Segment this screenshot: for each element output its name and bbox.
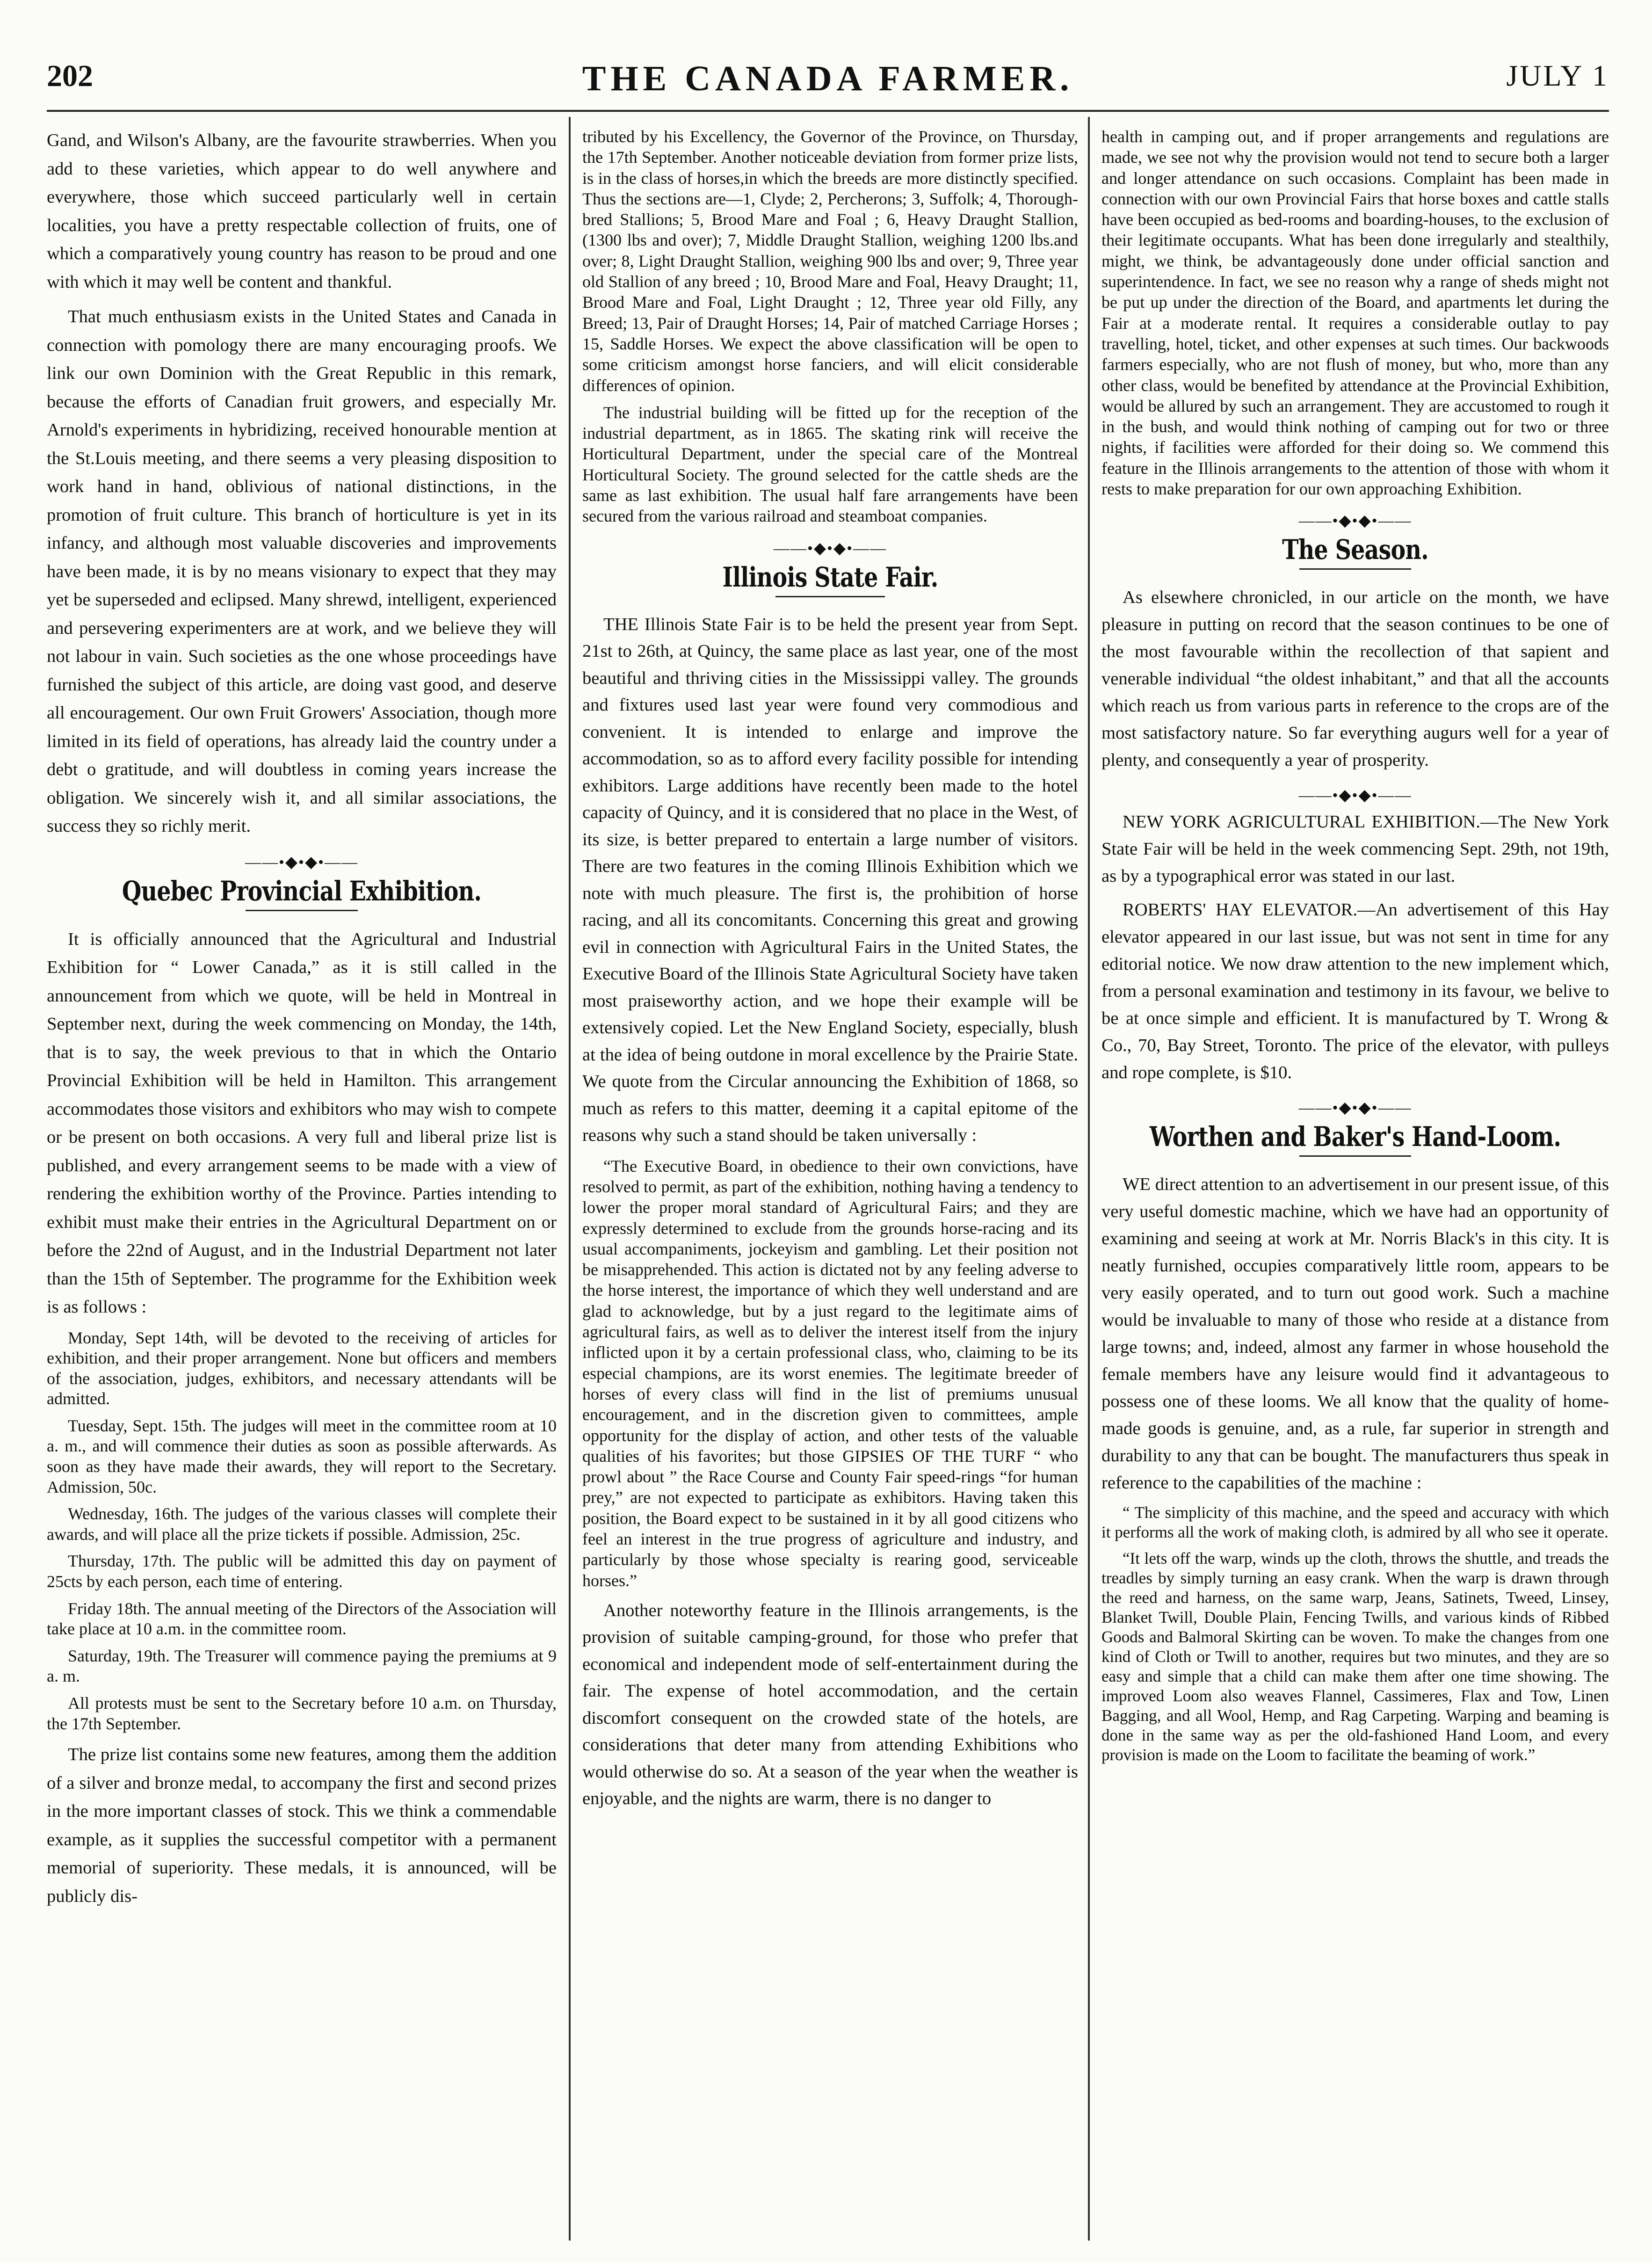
programme-item: Monday, Sept 14th, will be devoted to the receiving of articles for exhibition, and their proper arrangement. None but officers and members of the association, judges, exhibitors, and necessary attendants will be admitted. [47,1328,557,1408]
section-ornament: ——•◆•◆•—— [773,539,887,557]
programme-item: Wednesday, 16th. The judges of the various classes will complete their awards, and will place all the prize tickets if possible. Admission, 25c. [47,1504,557,1544]
news-item-new-york-exhibition: NEW YORK AGRICULTURAL EXHIBITION.—The New York State Fair will be held in the week commencing Sept. 29th, not 19th, as by a typographical error was stated in our last. [1101,812,1609,886]
programme-item: Friday 18th. The annual meeting of the Directors of the Association will take place at 10 a.m. in the committee room. [47,1599,557,1639]
article-paragraph: Another noteworthy feature in the Illinois arrangements, is the provision of suitable camping-ground, for those who prefer that economical and independent mode of self-entertainment during the fair. The expense of hotel accommodation, and the certain discomfort consequent on the crowded state of the hotels, are considerations that deter many from attending Exhibitions who would otherwise do so. At a season of the year when the weather is enjoyable, and the nights are warm, there is no danger to [582,1600,1078,1809]
section-ornament: ——•◆•◆•—— [1298,512,1412,530]
programme-item: Tuesday, Sept. 15th. The judges will meet in the committee room at 10 a. m., and will commence their duties as soon as possible afterwards. As soon as they have made their awards, they will report to the Secretary. Admission, 50c. [47,1416,557,1496]
article-paragraph: health in camping out, and if proper arrangements and regulations are made, we see not why the provision would not tend to secure both a larger and longer attendance on such occasions. Complaint has been made in connection with our own Provincial Fairs that horse boxes and cattle stalls have been occupied as bed-rooms and boarding-houses, to the exclusion of their legitimate occupants. What has been done irregularly and stealthily, might, we think, be advantageously done under official sanction and superintendence. In fact, we see no reason why a range of sheds might not be put up under the direction of the Board, and apartments let during the Fair at a moderate rental. It requires a considerable outlay to pay travelling, hotel, ticket, and other expenses at such times. Our backwoods farmers especially, who are not flush of money, but who, more than any other class, would be benefited by attendance at the Provincial Exhibition, would be allured by such an arrangement. They are accustomed to rough it in the bush, and would think nothing of camping out for two or three nights, if facilities were afforded for their doing so. We commend this feature in the Illinois arrangements to the attention of those with whom it rests to make preparation for our own approaching Exhibition. [1101,127,1609,499]
article-paragraph: tributed by his Excellency, the Governor of the Province, on Thursday, the 17th September. Another noticeable deviation from former prize lists, is in the class of horses,in which the breeds are more distinctly specified. Thus the sections are—1, Clyde; 2, Percherons; 3, Suffolk; 4, Thorough-bred Stallions; 5, Brood Mare and Foal ; 6, Heavy Draught Stallion, (1300 lbs and over); 7, Middle Draught Stallion, weighing 1200 lbs.and over; 8, Light Draught Stallion, weighing 900 lbs and over; 9, Three year old Stallion of any breed ; 10, Brood Mare and Foal, Heavy Draught; 11, Brood Mare and Foal, Light Draught ; 12, Three year old Filly, any Breed; 13, Pair of Draught Horses; 14, Pair of matched Carriage Horses ; 15, Saddle Horses. We expect the above classification will be open to some criticism amongst horse fanciers, and will elicit considerable differences of opinion. [582,127,1078,395]
page-number: 202 [47,59,93,93]
column-2 [582,126,1078,2241]
quoted-paragraph: “ The simplicity of this machine, and the speed and accuracy with which it performs all the work of making cloth, is admired by all who see it operate. [1101,1503,1609,1542]
heading-rule [775,596,884,597]
column-1 [47,126,557,2241]
section-heading-quebec-exhibition: Quebec Provincial Exhibition. [122,875,482,907]
column-rule-1 [569,117,571,2241]
programme-item: Saturday, 19th. The Treasurer will commence paying the premiums at 9 a. m. [47,1646,557,1686]
heading-rule [1299,1155,1411,1157]
news-item-hay-elevator: ROBERTS' HAY ELEVATOR.—An advertisement of this Hay elevator appeared in our last issue, but was not sent in time for any editorial notice. We now draw attention to the new implement which, from a personal examination and testimony in its favour, we belive to be at once simple and efficient. It is manufactured by T. Wrong & Co., 70, Bay Street, Toronto. The price of the elevator, with pulleys and rope complete, is $10. [1101,900,1609,1083]
section-heading-hand-loom: Worthen and Baker's Hand-Loom. [1149,1121,1561,1153]
heading-rule [1299,568,1411,570]
column-3 [1101,126,1609,2241]
programme-item: All protests must be sent to the Secretary before 10 a.m. on Thursday, the 17th September. [47,1694,557,1733]
section-ornament: ——•◆•◆•—— [245,853,358,871]
quoted-circular: “The Executive Board, in obedience to their own convictions, have resolved to permit, as part of the exhibition, nothing having a tendency to lower the proper moral standard of Agricultural Fairs; and they are expressly determined to exclude from the grounds horse-racing and its usual accompaniments, jockeyism and gambling. Let their position not be misapprehended. This action is dictated not by any feeling adverse to the horse interest, the importance of which they well understand and are glad to acknowledge, but by a just regard to the legitimate aims of agricultural fairs, as well as to deliver the interest itself from the injury inflicted upon it by a certain professional class, who, claiming to be its especial champions, are its worst enemies. The legitimate breeder of horses of every class will find in the list of premiums unusual encouragement, and in the discretion given to committees, ample opportunity for the display of action, and other tests of the valuable qualities of his favorites; but those GIPSIES OF THE TURF “ who prowl about ” the Race Course and County Fair speed-rings “for human prey,” are not expected to participate as exhibitors. Having taken this position, the Board expect to be sustained in it by all good citizens who feel an interest in the true progress of agriculture and industry, and particularly by those whose specialty is rearing good, serviceable horses.” [582,1156,1078,1590]
heading-rule [246,910,358,911]
article-paragraph: That much enthusiasm exists in the United States and Canada in connection with pomology there are many encouraging proofs. We link our own Dominion with the Great Republic in this remark, because the efforts of Canadian fruit growers, and especially Mr. Arnold's experiments in hybridizing, received honourable mention at the St.Louis meeting, and there seems a very pleasing disposition to work hand in hand, oblivious of national distinctions, in the promotion of fruit culture. This branch of horticulture is yet in its infancy, and although most valuable discoveries and improvements have been made, it is by no means visionary to expect that they may yet be superseded and eclipsed. Many shrewd, intelligent, experienced and persevering experimenters are at work, and we believe they will not labour in vain. Such societies as the one whose proceedings have furnished the subject of this article, are doing vast good, and deserve all encouragement. Our own Fruit Growers' Association, though more limited in its field of operations, has already laid the country under a debt o gratitude, and will doubtless in coming years increase the obligation. We sincerely wish it, and all similar associations, the success they so richly merit. [47,307,557,836]
section-heading-the-season: The Season. [1282,534,1428,566]
article-paragraph: The industrial building will be fitted up for the reception of the industrial department, as in 1865. The skating rink will receive the Horticultural Department, under the special care of the Montreal Horticultural Society. The ground selected for the cattle sheds are the same as last exhibition. The usual half fare arrangements have been secured from the various railroad and steamboat companies. [582,403,1078,526]
column-rule-2 [1088,117,1090,2241]
article-paragraph: THE Illinois State Fair is to be held the present year from Sept. 21st to 26th, at Quincy, the same place as last year, one of the most beautiful and thriving cities in the Mississippi valley. The grounds and fixtures used last year were found very commodious and convenient. It is intended to enlarge and improve the accommodation, so as to afford every facility possible for intending exhibitors. Large additions have recently been made to the hotel capacity of Quincy, and it is considered that no place in the West, of its size, is better prepared to entertain a large number of visitors. There are two features in the coming Illinois Exhibition which we note with much pleasure. The first is, the prohibition of horse racing, and all its concomitants. Concerning this great and growing evil in connection with Agricultural Fairs in the United States, the Executive Board of the Illinois State Agricultural Society have taken most praiseworthy action, and we hope their example will be extensively copied. Let the New England Society, especially, blush at the idea of being outdone in moral excellence by the Prairie State. We quote from the Circular announcing the Exhibition of 1868, so much as refers to this matter, deeming it a capital epitome of the reasons why such a stand should be taken universally : [582,614,1078,1146]
masthead-title: THE CANADA FARMER. [582,59,1074,98]
article-paragraph: It is officially announced that the Agricultural and Industrial Exhibition for “ Lower Canada,” as it is still called in the announcement from which we quote, will be held in Montreal in September next, during the week commencing on Monday, the 14th, that is to say, the week previous to that in which the Ontario Provincial Exhibition will be held in Hamilton. This arrangement accommodates those visitors and exhibitors who may wish to compete or be present on both occasions. A very full and liberal prize list is published, and every arrangement seems to be made with a view of rendering the exhibition worthy of the Province. Parties intending to exhibit must make their entries in the Agricultural Department on or before the 22nd of August, and in the Industrial Department not later than the 15th of September. The programme for the Exhibition week is as follows : [47,929,557,1317]
article-paragraph: Gand, and Wilson's Albany, are the favourite strawberries. When you add to these varieties, which appear to do well anywhere and everywhere, those which succeed particularly well in certain localities, you have a pretty respectable collection of fruits, one of which a comparatively young country has reason to be proud and one with which it may well be content and thankful. [47,131,557,292]
section-ornament: ——•◆•◆•—— [1298,1099,1412,1117]
programme-item: Thursday, 17th. The public will be admitted this day on payment of 25cts by each person, each time of entering. [47,1552,557,1591]
section-ornament: ——•◆•◆•—— [1298,787,1412,805]
article-paragraph: WE direct attention to an advertisement in our present issue, of this very useful domestic machine, which we have had an opportunity of examining and seeing at work at Mr. Norris Black's in this city. It is neatly furnished, occupies comparatively little room, appears to be very easily operated, and to turn out good work. Such a machine would be invaluable to many of those who reside at a distance from large towns; and, indeed, almost any farmer in whose household the female members have any leisure would find it advantageous to possess one of these looms. We all know that the quality of home-made goods is genuine, and, as a rule, far superior in strength and durability to any that can be bought. The manufacturers thus speak in reference to the capabilities of the machine : [1101,1175,1609,1493]
article-paragraph: As elsewhere chronicled, in our article on the month, we have pleasure in putting on record that the season continues to be one of the most favourable within the recollection of that sapient and venerable individual “the oldest inhabitant,” and that all the accounts which reach us from various parts in reference to the crops are of the most satisfactory nature. So far everything augurs well for a year of plenty, and consequently a year of prosperity. [1101,588,1609,770]
page-header [47,58,1609,112]
article-paragraph: The prize list contains some new features, among them the addition of a silver and bronze medal, to accompany the first and second prizes in the more important classes of stock. This we think a commendable example, as it supplies the successful competitor with a permanent memorial of superiority. These medals, it is announced, will be publicly dis- [47,1745,557,1906]
quoted-paragraph: “It lets off the warp, winds up the cloth, throws the shuttle, and treads the treadles by simply turning an easy crank. When the warp is drawn through the reed and harness, on the same warp, Jeans, Satinets, Tweed, Linsey, Blanket Twill, Double Plain, Fencing Twills, and various kinds of Ribbed Goods and Balmoral Skirting can be woven. To make the changes from one kind of Cloth or Twill to another, requires but two minutes, and they are so easy and simple that a child can make them after one time showing. The improved Loom also weaves Flannel, Cassimeres, Flax and Tow, Linen Bagging, and all Wool, Hemp, and Rag Carpeting. Warping and beaming is done in the same way as per the old-fashioned Hand Loom, and every provision is made on the Loom to facilitate the beaming of work.” [1101,1549,1609,1764]
issue-date: JULY 1 [1506,59,1609,92]
section-heading-illinois-fair: Illinois State Fair. [722,561,938,593]
